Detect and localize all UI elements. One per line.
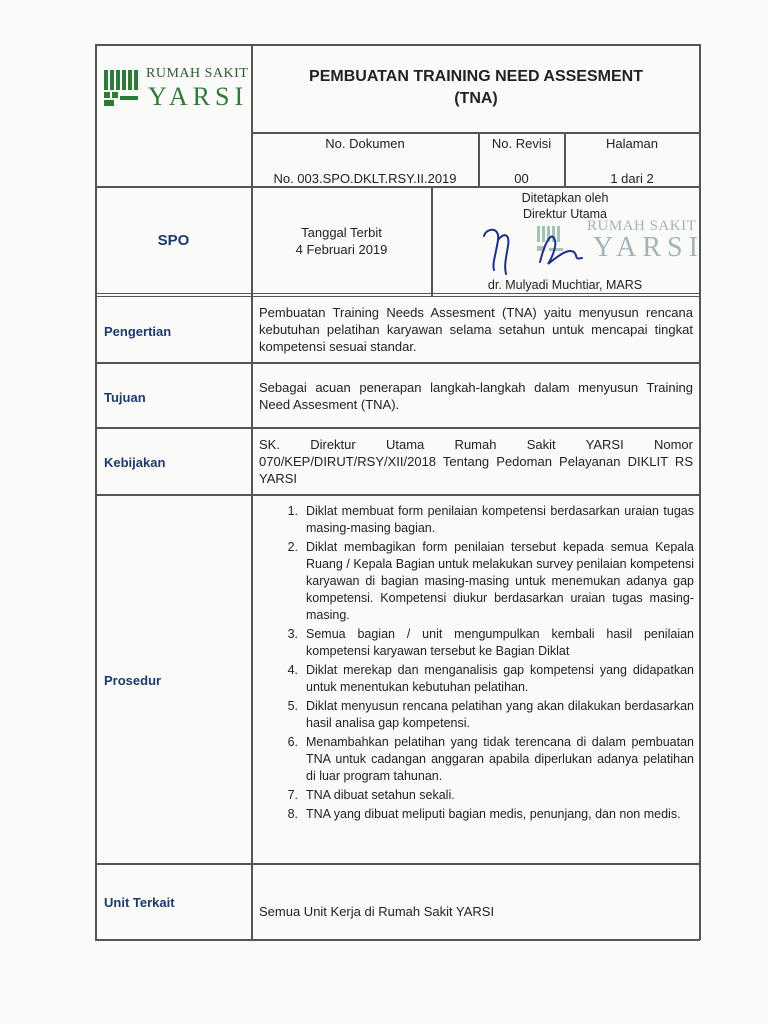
- list-item-text: Diklat menyusun rencana pelatihan yang akan dilakukan berdasarkan hasil analisa gap kompetensi.: [306, 699, 694, 730]
- list-item-text: Diklat merekap dan menganalisis gap kompetensi yang didapatkan untuk menentukan kebutuhan pelatihan.: [306, 663, 694, 694]
- table-border-right: [699, 44, 701, 940]
- no-revisi-value: 00: [514, 171, 529, 186]
- tanggal-terbit-value: 4 Februari 2019: [295, 242, 388, 257]
- divider: [251, 296, 253, 940]
- pengertian-text: Pembuatan Training Needs Assesment (TNA) yaitu menyusun rencana kebutuhan pelatihan karyawan selama setahun untuk mencapai tingkat kompetensi sesuai standar.: [259, 305, 693, 354]
- list-item-number: 7.: [287, 788, 298, 802]
- divider: [95, 296, 700, 297]
- logo-text-top: RUMAH SAKIT: [146, 66, 249, 81]
- list-item: [278, 734, 694, 785]
- divider: [95, 362, 700, 364]
- list-item-text: Semua bagian / unit mengumpulkan kembali hasil penilaian kompetensi karyawan tersebut ke Bagian Diklat: [306, 627, 694, 658]
- divider: [431, 186, 433, 296]
- list-item: [278, 787, 694, 804]
- logo-mark-icon: [102, 66, 146, 110]
- table-border-left: [95, 44, 97, 940]
- list-item-number: 2.: [287, 540, 298, 554]
- pengertian-label: Pengertian: [104, 324, 172, 339]
- signatory-name: dr. Mulyadi Muchtiar, MARS: [487, 278, 643, 292]
- list-item-number: 3.: [287, 627, 298, 641]
- list-item-number: 1.: [287, 504, 298, 518]
- list-item-number: 5.: [287, 699, 298, 713]
- table-border-top: [95, 44, 700, 46]
- halaman-label: Halaman: [605, 136, 659, 151]
- table-border-bottom: [95, 939, 700, 941]
- list-item: [278, 662, 694, 696]
- director-signature: [478, 218, 598, 278]
- stamp-text-bottom: YARSI: [593, 232, 704, 263]
- ditetapkan-text: Ditetapkan oleh: [521, 191, 609, 205]
- unit-terkait-label: Unit Terkait: [104, 895, 175, 910]
- no-revisi-label: No. Revisi: [491, 136, 552, 151]
- tanggal-terbit-label: Tanggal Terbit: [301, 225, 382, 240]
- list-item: [278, 806, 694, 823]
- list-item-number: 4.: [287, 663, 298, 677]
- logo-text-bottom: YARSI: [148, 82, 249, 111]
- prosedur-list: [278, 503, 694, 825]
- divider: [251, 132, 700, 134]
- list-item-text: Menambahkan pelatihan yang tidak terencana di dalam pembuatan TNA untuk cadangan anggaran apabila diperlukan adanya pelatihan di luar program tahunan.: [306, 735, 694, 783]
- list-item: [278, 539, 694, 624]
- list-item-number: 6.: [287, 735, 298, 749]
- list-item-text: TNA dibuat setahun sekali.: [306, 788, 455, 802]
- list-item-number: 8.: [287, 807, 298, 821]
- tujuan-label: Tujuan: [104, 390, 146, 405]
- list-item: [278, 626, 694, 660]
- divider: [95, 494, 700, 496]
- list-item-text: TNA yang dibuat meliputi bagian medis, penunjang, dan non medis.: [306, 807, 681, 821]
- divider: [95, 427, 700, 429]
- divider: [95, 863, 700, 865]
- unit-terkait-text: Semua Unit Kerja di Rumah Sakit YARSI: [259, 904, 495, 919]
- kebijakan-text: SK. Direktur Utama Rumah Sakit YARSI Nomor 070/KEP/DIRUT/RSY/XII/2018 Tentang Pedoman Pelayanan DIKLIT RS YARSI: [259, 437, 693, 486]
- direktur-text: Direktur Utama: [522, 207, 608, 221]
- stamp-text-top: RUMAH SAKIT: [587, 218, 697, 234]
- halaman-value: 1 dari 2: [610, 171, 654, 186]
- list-item-text: Diklat membuat form penilaian kompetensi berdasarkan uraian tugas masing-masing bagian.: [306, 504, 694, 535]
- title-line-1: PEMBUATAN TRAINING NEED ASSESMENT: [309, 68, 643, 85]
- no-dokumen-value: No. 003.SPO.DKLT.RSY.II.2019: [273, 171, 457, 186]
- document-title: [252, 66, 700, 110]
- list-item-text: Diklat membagikan form penilaian tersebut kepada semua Kepala Ruang / Kepala Bagian untuk melakukan survey penilaian kompetensi karyawan di bagian masing-masing untuk menemukan adanya gap kompetensi. Kompetensi diukur berdasarkan uraian tugas masing-masing.: [306, 540, 694, 622]
- spo-label: SPO: [157, 232, 190, 249]
- hospital-logo: [100, 62, 250, 114]
- title-line-2: (TNA): [454, 90, 498, 107]
- kebijakan-label: Kebijakan: [104, 455, 166, 470]
- tujuan-text: Sebagai acuan penerapan langkah-langkah dalam menyusun Training Need Assesment (TNA).: [259, 380, 693, 412]
- list-item: [278, 503, 694, 537]
- prosedur-label: Prosedur: [104, 673, 162, 688]
- no-dokumen-label: No. Dokumen: [325, 136, 405, 151]
- list-item: [278, 698, 694, 732]
